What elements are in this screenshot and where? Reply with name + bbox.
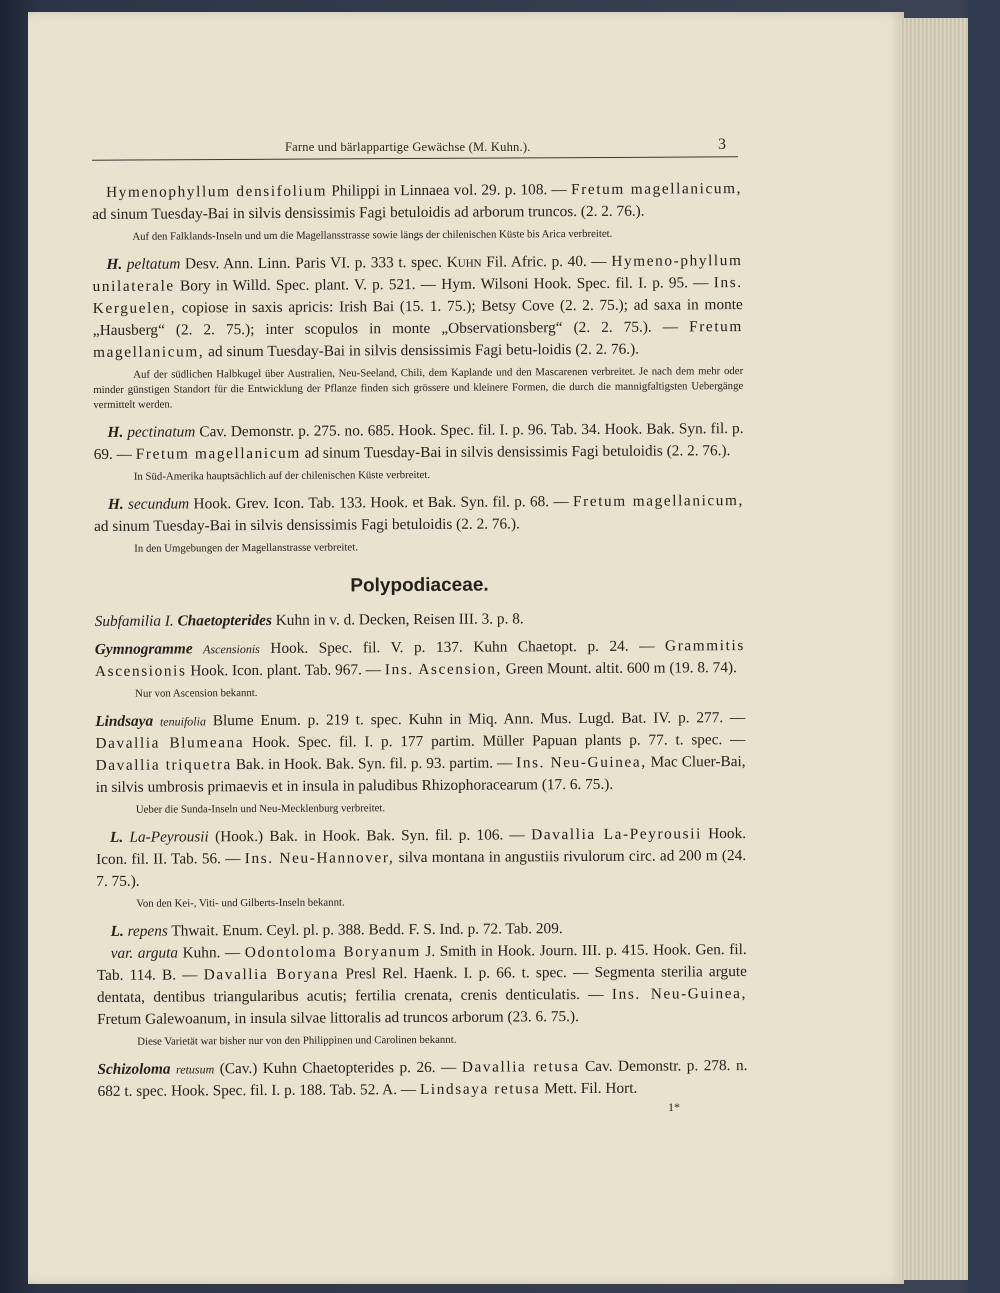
citation: silva montana in angustiis rivulorum circ. ad 200 m (24. 7. 75.). xyxy=(96,847,747,890)
citation: Hook. Spec. fil. I. p. 177 partim. Müller Papuan plants p. 77. t. spec. — xyxy=(252,731,746,752)
genus-abbr: H. xyxy=(106,255,123,273)
citation: Hook. Spec. fil. V. p. 137. Kuhn Chaetopt. p. 24. — xyxy=(270,637,655,657)
citation: Cav. Demonstr. p. 275. no. 685. Hook. Spec. fil. I. p. 96. Tab. 34. Hook. Bak. Syn. fil. p. 69. — xyxy=(93,420,744,463)
synonym: Hymeno-phyllum unilaterale xyxy=(92,252,743,295)
page-body xyxy=(92,178,748,1103)
distribution-note: Von den Kei-, Viti- und Gilberts-Inseln bekannt. xyxy=(136,896,345,910)
signature-mark: 1* xyxy=(668,1100,680,1114)
variety-label: var. arguta xyxy=(110,944,179,962)
book-cover xyxy=(968,0,1000,1293)
entry-gymnogramme-ascensionis xyxy=(95,635,745,683)
species-epithet: pectinatum xyxy=(127,423,196,441)
locality: Fretum magellanicum xyxy=(135,444,301,463)
citation: ad sinum Tuesday-Bai in silvis densissimis Fagi betu-loidis (2. 2. 76.). xyxy=(208,340,640,361)
citation: Kuhn. — xyxy=(182,944,241,962)
species-epithet: repens xyxy=(127,922,168,940)
entry-l-repens-variety xyxy=(97,939,748,1031)
distribution-note: In Süd-Amerika hauptsächlich auf der chilenischen Küste verbreitet. xyxy=(133,468,431,483)
citation: Bory in Willd. Spec. plant. V. p. 521. — Hym. Wilsoni Hook. Spec. fil. I. p. 95. — xyxy=(179,274,709,295)
subfamily-label: Subfamilia I. xyxy=(94,612,174,630)
genus-abbr: H. xyxy=(107,495,124,513)
species-epithet: retusum xyxy=(175,1062,215,1077)
citation: Philippi in Linnaea vol. 29. p. 108. — xyxy=(331,181,572,200)
subfamily-name: Chaetopterides xyxy=(177,611,272,630)
synonym: Lindsaya retusa xyxy=(419,1080,541,1099)
citation: Hook. Icon. fil. II. Tab. 56. — xyxy=(96,825,747,868)
citation: Blume Enum. p. 219 t. spec. Kuhn in Miq. Ann. Mus. Lugd. Bat. IV. p. 277. — xyxy=(212,709,746,730)
genus-name: Lindsaya xyxy=(95,712,154,730)
species-epithet: Ascensionis xyxy=(203,641,260,657)
citation: Hook. Grev. Icon. Tab. 133. Hook. et Bak. Syn. fil. p. 68. — xyxy=(193,493,569,513)
citation: Kuhn in v. d. Decken, Reisen III. 3. p. 8. xyxy=(275,610,524,629)
citation: Bak. in Hook. Bak. Syn. fil. p. 93. partim. — xyxy=(235,754,513,774)
species-epithet: tenuifolia xyxy=(159,714,206,729)
distribution-note: Nur von Ascension bekannt. xyxy=(135,686,258,700)
genus-abbr: L. xyxy=(109,828,124,846)
citation: Green Mount. altit. 600 m (19. 8. 74). xyxy=(505,659,737,678)
locality: Fretum magellanicum, xyxy=(572,492,745,511)
species-epithet: La-Peyrousii xyxy=(129,828,209,846)
citation: (Hook.) Bak. in Hook. Bak. Syn. fil. p. 106. — xyxy=(215,826,525,846)
locality: Fretum magellanicum, xyxy=(92,318,743,361)
synonym: Davallia Boryana xyxy=(203,965,340,984)
citation: Cav. Demonstr. p. 278. n. 682 t. spec. Hook. Spec. fil. I. p. 188. Tab. 52. A. — xyxy=(97,1057,748,1100)
species-epithet: secundum xyxy=(127,495,190,513)
distribution-note: Auf der südlichen Halbkugel über Australien, Neu-Seeland, Chili, dem Kaplande und den Mascarenen verbreitet. Je nach dem mehr oder minder günstigen Standort für die Entwicklung der Pflanze finden sich grössere und kleinere Formen, die durch die mannigfaltigsten Uebergänge vermittelt werden. xyxy=(93,365,744,411)
genus-name: Schizoloma xyxy=(97,1060,171,1078)
citation: J. Smith in Hook. Journ. III. p. 415. Hook. Gen. fil. Tab. 114. B. — xyxy=(96,941,747,984)
genus-abbr: L. xyxy=(110,922,124,940)
author-small-caps: Kuhn xyxy=(446,253,482,271)
citation: Fretum Galewoanum, in insula silvae littoralis ad truncos arborum (23. 6. 75.). xyxy=(97,1008,579,1028)
species-name: Hymenophyllum densifolium xyxy=(106,182,328,201)
citation: Presl Rel. Haenk. I. p. 66. t. spec. — Segmenta sterilia argute dentata, dentibus triangularibus acutis; fertilia crenata, crenis denticulatis. — xyxy=(96,963,747,1006)
entry-l-la-peyrousii xyxy=(96,823,746,893)
species-epithet: peltatum xyxy=(126,255,181,273)
locality: Fretum magellanicum, xyxy=(571,180,743,199)
entry-schizoloma-retusum xyxy=(97,1055,747,1103)
distribution-note: Ueber die Sunda-Inseln und Neu-Mecklenburg verbreitet. xyxy=(135,802,386,816)
genus-abbr: H. xyxy=(107,423,124,441)
citation: Mac Cluer-Bai, in silvis umbrosis primaevis et in insula in paludibus Rhizophoracearum (17. 6. 75.). xyxy=(95,753,746,796)
citation: ad sinum Tuesday-Bai in silvis densissimis Fagi betuloidis (2. 2. 76.). xyxy=(304,442,731,462)
page-number: 3 xyxy=(718,136,726,153)
synonym: Davallia Blumeana xyxy=(95,734,245,752)
entry-hymenophyllum-densifolium xyxy=(92,178,742,226)
locality: Ins. Ascension, xyxy=(384,660,502,679)
locality: Ins. Kerguelen, xyxy=(92,274,743,317)
synonym: Davallia La-Peyrousii xyxy=(531,825,702,844)
citation: ad sinum Tuesday-Bai in silvis densissimis Fagi betuloidis (2. 2. 76.). xyxy=(94,515,520,535)
running-header: Farne und bärlappartige Gewächse (M. Kuhn.). xyxy=(285,140,531,154)
entry-h-pectinatum xyxy=(93,418,743,466)
page-edges xyxy=(900,18,975,1280)
citation: Hook. Icon. plant. Tab. 967. — xyxy=(190,661,382,680)
synonym: Odontoloma Boryanum xyxy=(244,943,421,962)
locality: Ins. Neu-Guinea, xyxy=(516,753,647,772)
subfamily-line xyxy=(95,607,745,633)
entry-h-peltatum xyxy=(92,250,743,364)
synonym: Davallia triquetra xyxy=(95,756,232,774)
citation: copiose in saxis apricis: Irish Bai (15. 1. 75.); Betsy Cove (2. 2. 75.); ad saxa in monte „Hausberg“ (2. 2. 75.); inter scopulos in monte „Observationsberg“ (2. 2. 75.). — xyxy=(92,296,743,339)
locality: Ins. Neu-Hannover, xyxy=(244,849,395,868)
citation: ad sinum Tuesday-Bai in silvis densissimis Fagi betuloidis ad arborum truncos. (2. 2. 76.). xyxy=(92,202,645,223)
distribution-note: In den Umgebungen der Magellanstrasse verbreitet. xyxy=(134,541,358,555)
family-heading: Polypodiaceae. xyxy=(350,574,489,597)
citation: Mett. Fil. Hort. xyxy=(544,1079,638,1098)
synonym: Davallia retusa xyxy=(461,1058,580,1076)
distribution-note: Diese Varietät war bisher nur von den Philippinen und Carolinen bekannt. xyxy=(137,1033,457,1048)
entry-lindsaya-tenuifolia xyxy=(95,707,746,799)
entry-h-secundum xyxy=(94,490,744,538)
distribution-note: Auf den Falklands-Inseln und um die Magellansstrasse sowie längs der chilenischen Küste bis Arica verbreitet. xyxy=(132,227,613,243)
locality: Ins. Neu-Guinea, xyxy=(611,985,748,1003)
citation: Fil. Afric. p. 40. — xyxy=(486,252,607,271)
genus-name: Gymnogramme xyxy=(94,640,193,658)
citation: (Cav.) Kuhn Chaetopterides p. 26. — xyxy=(219,1058,457,1078)
synonym: Grammitis Ascensionis xyxy=(94,637,745,680)
citation: Desv. Ann. Linn. Paris VI. p. 333 t. spec. xyxy=(184,253,443,273)
citation: Thwait. Enum. Ceyl. pl. p. 388. Bedd. F. S. Ind. p. 72. Tab. 209. xyxy=(171,920,563,940)
